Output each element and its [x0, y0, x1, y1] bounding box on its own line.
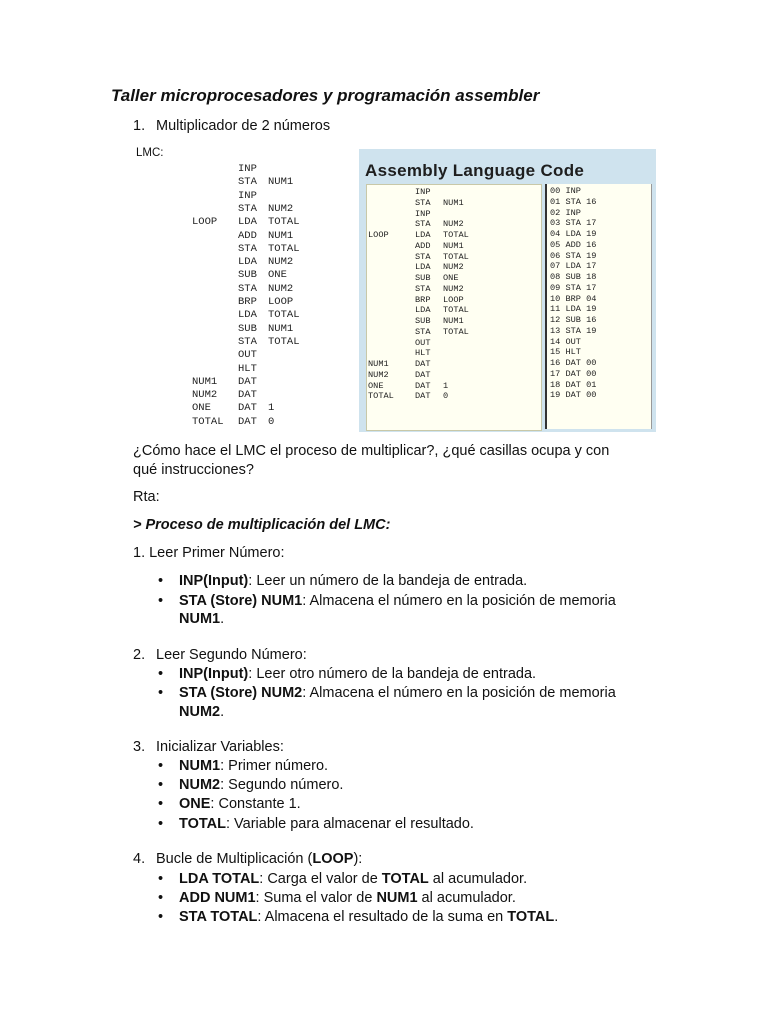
program-operand: TOTAL — [268, 309, 300, 322]
bullet-icon: • — [158, 816, 164, 832]
memory-cell: 14 OUT — [550, 336, 581, 347]
lmc-label: LMC: — [136, 147, 164, 159]
memory-cell: 12 SUB 16 — [550, 315, 597, 325]
assembly-operand: TOTAL — [443, 326, 469, 337]
program-label: NUM2 — [192, 389, 218, 402]
assembly-operand: NUM2 — [443, 219, 464, 230]
assembly-opcode: ADD — [415, 240, 431, 251]
assembly-opcode: LDA — [415, 230, 431, 240]
assembly-label: LOOP — [368, 230, 389, 240]
assembly-opcode: STA — [415, 251, 431, 262]
bullet-icon: • — [158, 685, 164, 701]
question-line-2: qué instrucciones? — [133, 462, 254, 478]
memory-cell: 05 ADD 16 — [550, 239, 597, 250]
program-operand: LOOP — [268, 296, 294, 308]
program-opcode: STA — [238, 202, 257, 215]
memory-cell: 13 STA 19 — [550, 325, 597, 336]
assembly-opcode: HLT — [415, 348, 431, 359]
assembly-opcode: SUB — [415, 316, 431, 326]
assembly-opcode: LDA — [415, 262, 431, 273]
process-subheading: > Proceso de multiplicación del LMC: — [133, 517, 391, 533]
assembly-operand: LOOP — [443, 294, 464, 305]
program-operand: TOTAL — [268, 242, 300, 255]
program-operand: TOTAL — [268, 216, 300, 229]
program-opcode: SUB — [238, 269, 257, 282]
assembly-opcode: DAT — [415, 359, 431, 369]
assembly-opcode: STA — [415, 283, 431, 294]
bullet-icon: • — [158, 871, 164, 887]
document-title: Taller microprocesadores y programación assembler — [111, 86, 540, 105]
program-operand: NUM2 — [268, 256, 294, 269]
program-opcode: STA — [238, 242, 257, 255]
assembly-opcode: STA — [415, 197, 431, 208]
memory-cell: 18 DAT 01 — [550, 379, 597, 390]
assembly-opcode: LDA — [415, 305, 431, 316]
bullet-icon: • — [158, 573, 164, 589]
step-1-title: 1. Leer Primer Número: — [133, 545, 285, 561]
assembly-operand: ONE — [443, 273, 459, 283]
assembly-opcode: INP — [415, 187, 431, 197]
assembly-code-listing — [366, 184, 542, 431]
assembly-label: NUM2 — [368, 369, 389, 380]
assembly-operand: NUM1 — [443, 316, 464, 326]
program-opcode: STA — [238, 335, 257, 348]
assembly-operand: NUM2 — [443, 283, 464, 294]
assembly-operand: NUM1 — [443, 240, 464, 251]
assembly-opcode: STA — [415, 219, 431, 230]
assembly-operand: NUM2 — [443, 262, 464, 273]
step-3-title: 3. Inicializar Variables: — [133, 739, 284, 755]
assembly-language-panel — [359, 149, 656, 432]
step-1-bullet-2-cont: NUM1. — [179, 611, 225, 627]
memory-listing — [545, 184, 652, 429]
question-line-1: ¿Cómo hace el LMC el proceso de multiplicar?, ¿qué casillas ocupa y con — [133, 443, 610, 459]
assembly-label: TOTAL — [368, 391, 394, 402]
assembly-opcode: DAT — [415, 380, 431, 391]
item-1 — [133, 118, 331, 134]
memory-cell: 15 HLT — [550, 347, 581, 358]
program-operand: ONE — [268, 269, 287, 282]
program-operand: NUM1 — [268, 176, 294, 189]
memory-cell: 03 STA 17 — [550, 218, 597, 229]
assembly-label: ONE — [368, 380, 384, 391]
memory-cell: 09 STA 17 — [550, 282, 597, 293]
assembly-operand: TOTAL — [443, 305, 469, 316]
program-opcode: HLT — [238, 362, 257, 375]
program-opcode: STA — [238, 176, 257, 189]
program-opcode: ADD — [238, 229, 257, 242]
program-operand: TOTAL — [268, 335, 300, 348]
memory-cell: 07 LDA 17 — [550, 261, 597, 272]
assembly-opcode: INP — [415, 208, 431, 219]
assembly-opcode: OUT — [415, 337, 431, 348]
bullet-icon: • — [158, 777, 164, 793]
assembly-opcode: SUB — [415, 273, 431, 283]
memory-cell: 08 SUB 18 — [550, 272, 597, 282]
assembly-opcode: BRP — [415, 294, 431, 305]
program-opcode: LDA — [238, 256, 257, 269]
program-operand: NUM2 — [268, 202, 294, 215]
program-opcode: BRP — [238, 296, 257, 308]
item-1-text: Multiplicador de 2 números — [156, 118, 331, 134]
memory-cell: 02 INP — [550, 207, 581, 218]
bullet-icon: • — [158, 890, 164, 906]
program-opcode: LDA — [238, 309, 257, 322]
program-opcode: DAT — [238, 415, 257, 428]
assembly-opcode: DAT — [415, 391, 431, 402]
memory-cell: 06 STA 19 — [550, 250, 597, 261]
program-label: ONE — [192, 402, 211, 415]
answer-label: Rta: — [133, 489, 160, 505]
program-opcode: INP — [238, 189, 257, 202]
memory-cell: 17 DAT 00 — [550, 368, 597, 379]
memory-cell: 19 DAT 00 — [550, 390, 597, 401]
assembly-operand: 0 — [443, 391, 449, 402]
step-2-title: 2. Leer Segundo Número: — [133, 647, 307, 663]
program-opcode: INP — [238, 163, 257, 175]
bullet-icon: • — [158, 796, 164, 812]
assembly-opcode: DAT — [415, 369, 431, 380]
step-4-title: 4. Bucle de Multiplicación (LOOP): — [133, 851, 363, 867]
assembly-operand: TOTAL — [443, 230, 469, 240]
bullet-icon: • — [158, 666, 164, 682]
assembly-opcode: STA — [415, 326, 431, 337]
assembly-panel-title: Assembly Language Code — [365, 161, 585, 180]
program-opcode: LDA — [238, 216, 257, 229]
step-2-bullet-2-cont: NUM2. — [179, 704, 225, 720]
program-opcode: DAT — [238, 389, 257, 402]
bullet-icon: • — [158, 909, 164, 925]
assembly-operand: TOTAL — [443, 251, 469, 262]
memory-cell: 01 STA 16 — [550, 196, 597, 207]
program-opcode: OUT — [238, 349, 257, 362]
program-label: LOOP — [192, 216, 218, 229]
assembly-operand: NUM1 — [443, 197, 464, 208]
memory-cell: 04 LDA 19 — [550, 229, 597, 239]
program-label: NUM1 — [192, 375, 218, 388]
program-label: TOTAL — [192, 415, 224, 428]
bullet-icon: • — [158, 593, 164, 609]
program-operand: NUM1 — [268, 322, 294, 335]
program-operand: NUM1 — [268, 229, 294, 242]
program-opcode: DAT — [238, 375, 257, 388]
memory-cell: 00 INP — [550, 186, 581, 196]
memory-cell: 16 DAT 00 — [550, 358, 597, 368]
program-operand: 1 — [268, 402, 275, 415]
assembly-operand: 1 — [443, 380, 449, 391]
program-opcode: SUB — [238, 322, 257, 335]
item-1-number: 1. — [133, 118, 146, 134]
program-operand: 0 — [268, 415, 275, 428]
memory-cell: 10 BRP 04 — [550, 293, 597, 304]
bullet-icon: • — [158, 758, 164, 774]
program-opcode: STA — [238, 282, 257, 295]
program-operand: NUM2 — [268, 282, 294, 295]
program-opcode: DAT — [238, 402, 257, 415]
memory-cell: 11 LDA 19 — [550, 304, 597, 315]
assembly-label: NUM1 — [368, 359, 389, 369]
